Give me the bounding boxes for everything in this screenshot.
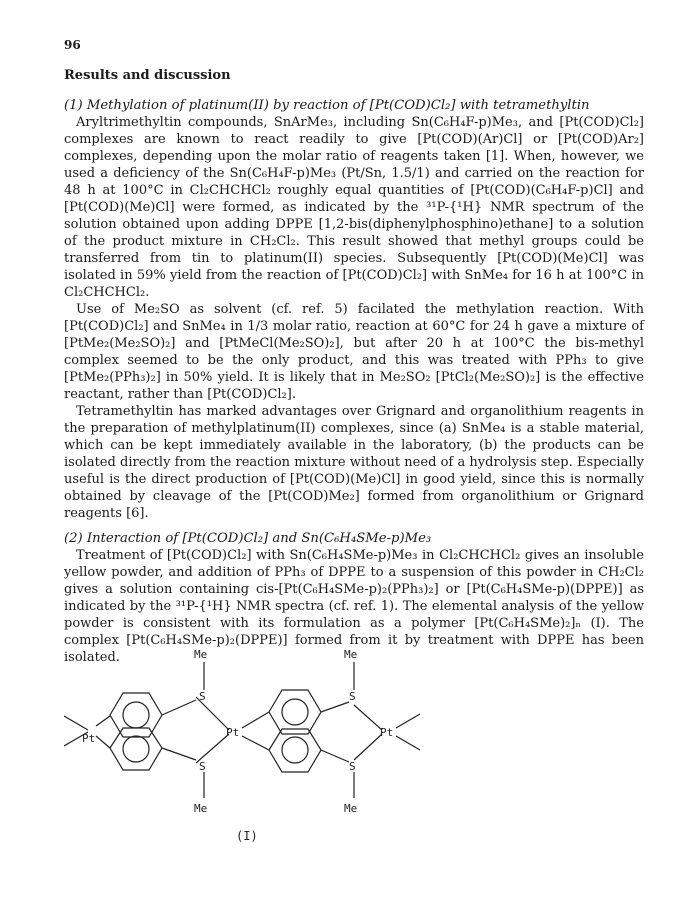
polymer-structure-diagram: [64, 630, 644, 880]
section-title: Results and discussion: [64, 68, 231, 83]
atom-label-me: Me: [344, 802, 358, 815]
atom-label-s: S: [349, 690, 356, 703]
atom-label-s: S: [349, 760, 356, 773]
atom-label-pt: Pt: [380, 726, 394, 739]
paragraph: Use of Me₂SO as solvent (cf. ref. 5) facilated the methylation reaction. With [Pt(COD)Cl₂] and SnMe₄ in 1/3 molar ratio, reaction at 60°C for 24 h gave a mixture of [PtMe₂(Me₂SO)₂] and [PtMeCl(Me₂SO)₂], but after 20 h at 100°C the bis-methyl complex seemed to be the only product, and this was treated with PPh₃ to give [PtMe₂(PPh₃)₂] in 50% yield. It is likely that in Me₂SO₂ [PtCl₂(Me₂SO)₂] is the effective reactant, rather than [Pt(COD)Cl₂].: [64, 302, 644, 402]
structure-figure: [64, 630, 644, 880]
atom-label-pt: Pt: [226, 726, 240, 739]
atom-label-me: Me: [344, 648, 358, 661]
page-number: 96: [64, 38, 81, 52]
benzene-ring: [110, 693, 162, 737]
paragraph: Tetramethyltin has marked advantages over Grignard and organolithium reagents in the preparation of methylplatinum(II) complexes, since (a) SnMe₄ is a stable material, which can be kept immediately available in the laboratory, (b) the products can be isolated directly from the reaction mixture without need of a hydrolysis step. Especially useful is the direct production of [Pt(COD)(Me)Cl] in good yield, since this is normally obtained by cleavage of the [Pt(COD)Me₂] formed from organolithium or Grignard reagents [6].: [64, 404, 644, 521]
benzene-ring: [269, 729, 321, 772]
atom-label-me: Me: [194, 648, 208, 661]
atom-label-me: Me: [194, 802, 208, 815]
atom-label-s: S: [199, 760, 206, 773]
atom-label-s: S: [199, 690, 206, 703]
paragraph: Aryltrimethyltin compounds, SnArMe₃, including Sn(C₆H₄F-p)Me₃, and [Pt(COD)Cl₂] complexes are known to react readily to give [Pt(COD)(Ar)Cl] or [Pt(COD)Ar₂] complexes, depending upon the molar ratio of reagents taken [1]. When, however, we used a deficiency of the Sn(C₆H₄F-p)Me₃ (Pt/Sn, 1.5/1) and carried on the reaction for 48 h at 100°C in Cl₂CHCHCl₂ roughly equal quantities of [Pt(COD)(C₆H₄F-p)Cl] and [Pt(COD)(Me)Cl] were formed, as indicated by the ³¹P-{¹H} NMR spectrum of the solution obtained upon adding DPPE [1,2-bis(diphenylphosphino)ethane] to a solution of the product mixture in CH₂Cl₂. This result showed that methyl groups could be transferred from tin to platinum(II) species. Subsequently [Pt(COD)(Me)Cl] was isolated in 59% yield from the reaction of [Pt(COD)Cl₂] with SnMe₄ for 16 h at 100°C in Cl₂CHCHCl₂.: [64, 115, 644, 300]
subsection-2-title: (2) Interaction of [Pt(COD)Cl₂] and Sn(C₆H₄SMe-p)Me₃: [64, 531, 432, 546]
benzene-ring: [269, 690, 321, 734]
figure-label: (I): [236, 829, 258, 843]
page-content: [64, 38, 644, 666]
subsection-1-title: (1) Methylation of platinum(II) by reaction of [Pt(COD)Cl₂] with tetramethyltin: [64, 98, 590, 113]
atom-label-pt: Pt: [82, 732, 96, 745]
paragraph: Treatment of [Pt(COD)Cl₂] with Sn(C₆H₄SMe-p)Me₃ in Cl₂CHCHCl₂ gives an insoluble yellow powder, and addition of PPh₃ of DPPE to a suspension of this powder in CH₂Cl₂ gives a solution containing cis-[Pt(C₆H₄SMe-p)₂(PPh₃)₂] or [Pt(C₆H₄SMe-p)(DPPE)] as indicated by the ³¹P-{¹H} NMR spectra (cf. ref. 1). The elemental analysis of the yellow powder is consistent with its formulation as a polymer [Pt(C₆H₄SMe)₂]ₙ (I). The complex [Pt(C₆H₄SMe-p)₂(DPPE)] formed from it by treatment with DPPE has been isolated.: [64, 548, 644, 665]
benzene-ring: [110, 728, 162, 770]
